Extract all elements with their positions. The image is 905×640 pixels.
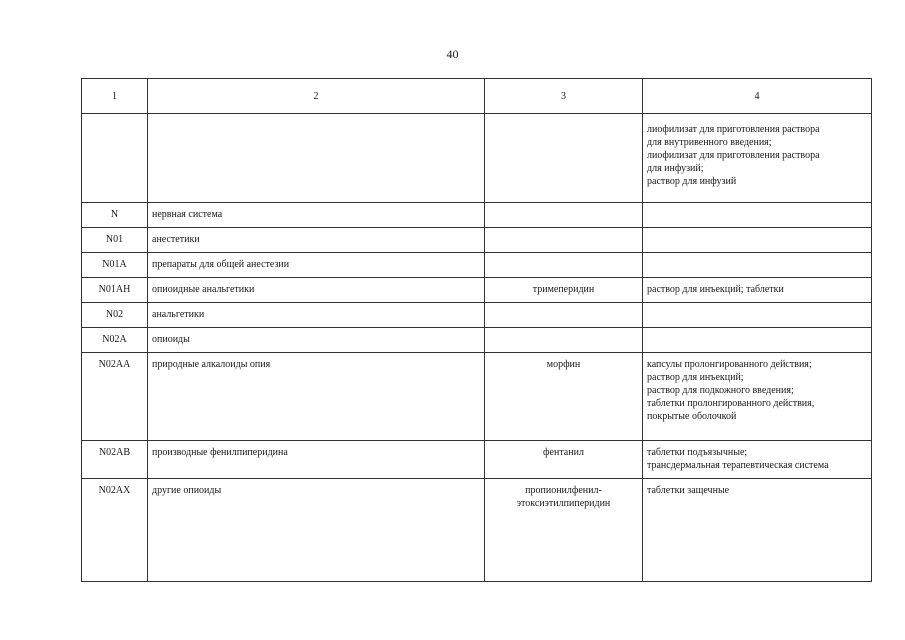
atc-code-cell: N <box>82 203 148 228</box>
inn-line: этоксиэтилпиперидин <box>516 498 611 509</box>
header-row <box>82 79 872 114</box>
inn-line: тримеперидин <box>532 284 595 295</box>
atc-code-cell: N02 <box>82 303 148 328</box>
inn-cell <box>485 253 643 278</box>
table-row <box>82 253 872 278</box>
dosage-form-line: раствор для инъекций; таблетки <box>647 284 784 295</box>
dosage-form-line: для внутривенного введения; <box>647 137 772 148</box>
inn-cell <box>485 303 643 328</box>
table-row <box>82 203 872 228</box>
atc-code-cell: N02AX <box>82 479 148 582</box>
dosage-forms-cell <box>643 353 872 441</box>
group-name-cell: анальгетики <box>148 303 485 328</box>
dosage-forms-cell <box>643 228 872 253</box>
dosage-forms-cell <box>643 441 872 479</box>
column-header-1: 1 <box>82 79 148 114</box>
group-name-cell: анестетики <box>148 228 485 253</box>
dosage-form-line: для инфузий; <box>647 163 704 174</box>
table-row <box>82 328 872 353</box>
inn-cell <box>485 479 643 582</box>
table-row <box>82 479 872 582</box>
group-name-cell: нервная система <box>148 203 485 228</box>
dosage-form-line: таблетки защечные <box>647 485 730 496</box>
inn-cell <box>485 278 643 303</box>
dosage-form-line: таблетки пролонгированного действия, <box>647 398 815 409</box>
dosage-forms-cell <box>643 328 872 353</box>
group-name-cell: опиоиды <box>148 328 485 353</box>
dosage-forms-cell <box>643 278 872 303</box>
group-name-cell <box>148 114 485 203</box>
inn-line: пропионилфенил- <box>525 485 602 496</box>
dosage-forms-cell <box>643 479 872 582</box>
table-row <box>82 353 872 441</box>
inn-cell <box>485 353 643 441</box>
table-row <box>82 114 872 203</box>
dosage-forms-cell <box>643 253 872 278</box>
atc-code-cell: N01 <box>82 228 148 253</box>
atc-code-cell: N02AA <box>82 353 148 441</box>
column-header-4: 4 <box>643 79 872 114</box>
dosage-forms-cell <box>643 114 872 203</box>
inn-cell <box>485 203 643 228</box>
column-header-2: 2 <box>148 79 485 114</box>
dosage-form-line: покрытые оболочкой <box>647 411 737 422</box>
dosage-forms-cell <box>643 303 872 328</box>
atc-code-cell: N02A <box>82 328 148 353</box>
inn-line: фентанил <box>543 447 584 458</box>
group-name-cell: опиоидные анальгетики <box>148 278 485 303</box>
group-name-cell: природные алкалоиды опия <box>148 353 485 441</box>
dosage-forms-cell <box>643 203 872 228</box>
atc-code-cell: N02AB <box>82 441 148 479</box>
group-name-cell: препараты для общей анестезии <box>148 253 485 278</box>
inn-cell <box>485 228 643 253</box>
table-row <box>82 278 872 303</box>
dosage-form-line: трансдермальная терапевтическая система <box>647 460 829 471</box>
inn-cell <box>485 114 643 203</box>
group-name-cell: другие опиоиды <box>148 479 485 582</box>
drug-table <box>81 78 872 582</box>
dosage-form-line: раствор для инфузий <box>647 176 737 187</box>
dosage-form-line: таблетки подъязычные; <box>647 447 748 458</box>
dosage-form-line: лиофилизат для приготовления раствора <box>647 150 820 161</box>
dosage-form-line: раствор для инъекций; <box>647 372 744 383</box>
atc-code-cell: N01AH <box>82 278 148 303</box>
dosage-form-line: лиофилизат для приготовления раствора <box>647 124 820 135</box>
inn-cell <box>485 441 643 479</box>
column-header-3: 3 <box>485 79 643 114</box>
dosage-form-line: раствор для подкожного введения; <box>647 385 794 396</box>
dosage-form-line: капсулы пролонгированного действия; <box>647 359 812 370</box>
group-name-cell: производные фенилпиперидина <box>148 441 485 479</box>
atc-code-cell <box>82 114 148 203</box>
table-row <box>82 303 872 328</box>
page-number: 40 <box>446 47 459 61</box>
inn-line: морфин <box>546 359 581 370</box>
atc-code-cell: N01A <box>82 253 148 278</box>
table-row <box>82 228 872 253</box>
inn-cell <box>485 328 643 353</box>
table-row <box>82 441 872 479</box>
